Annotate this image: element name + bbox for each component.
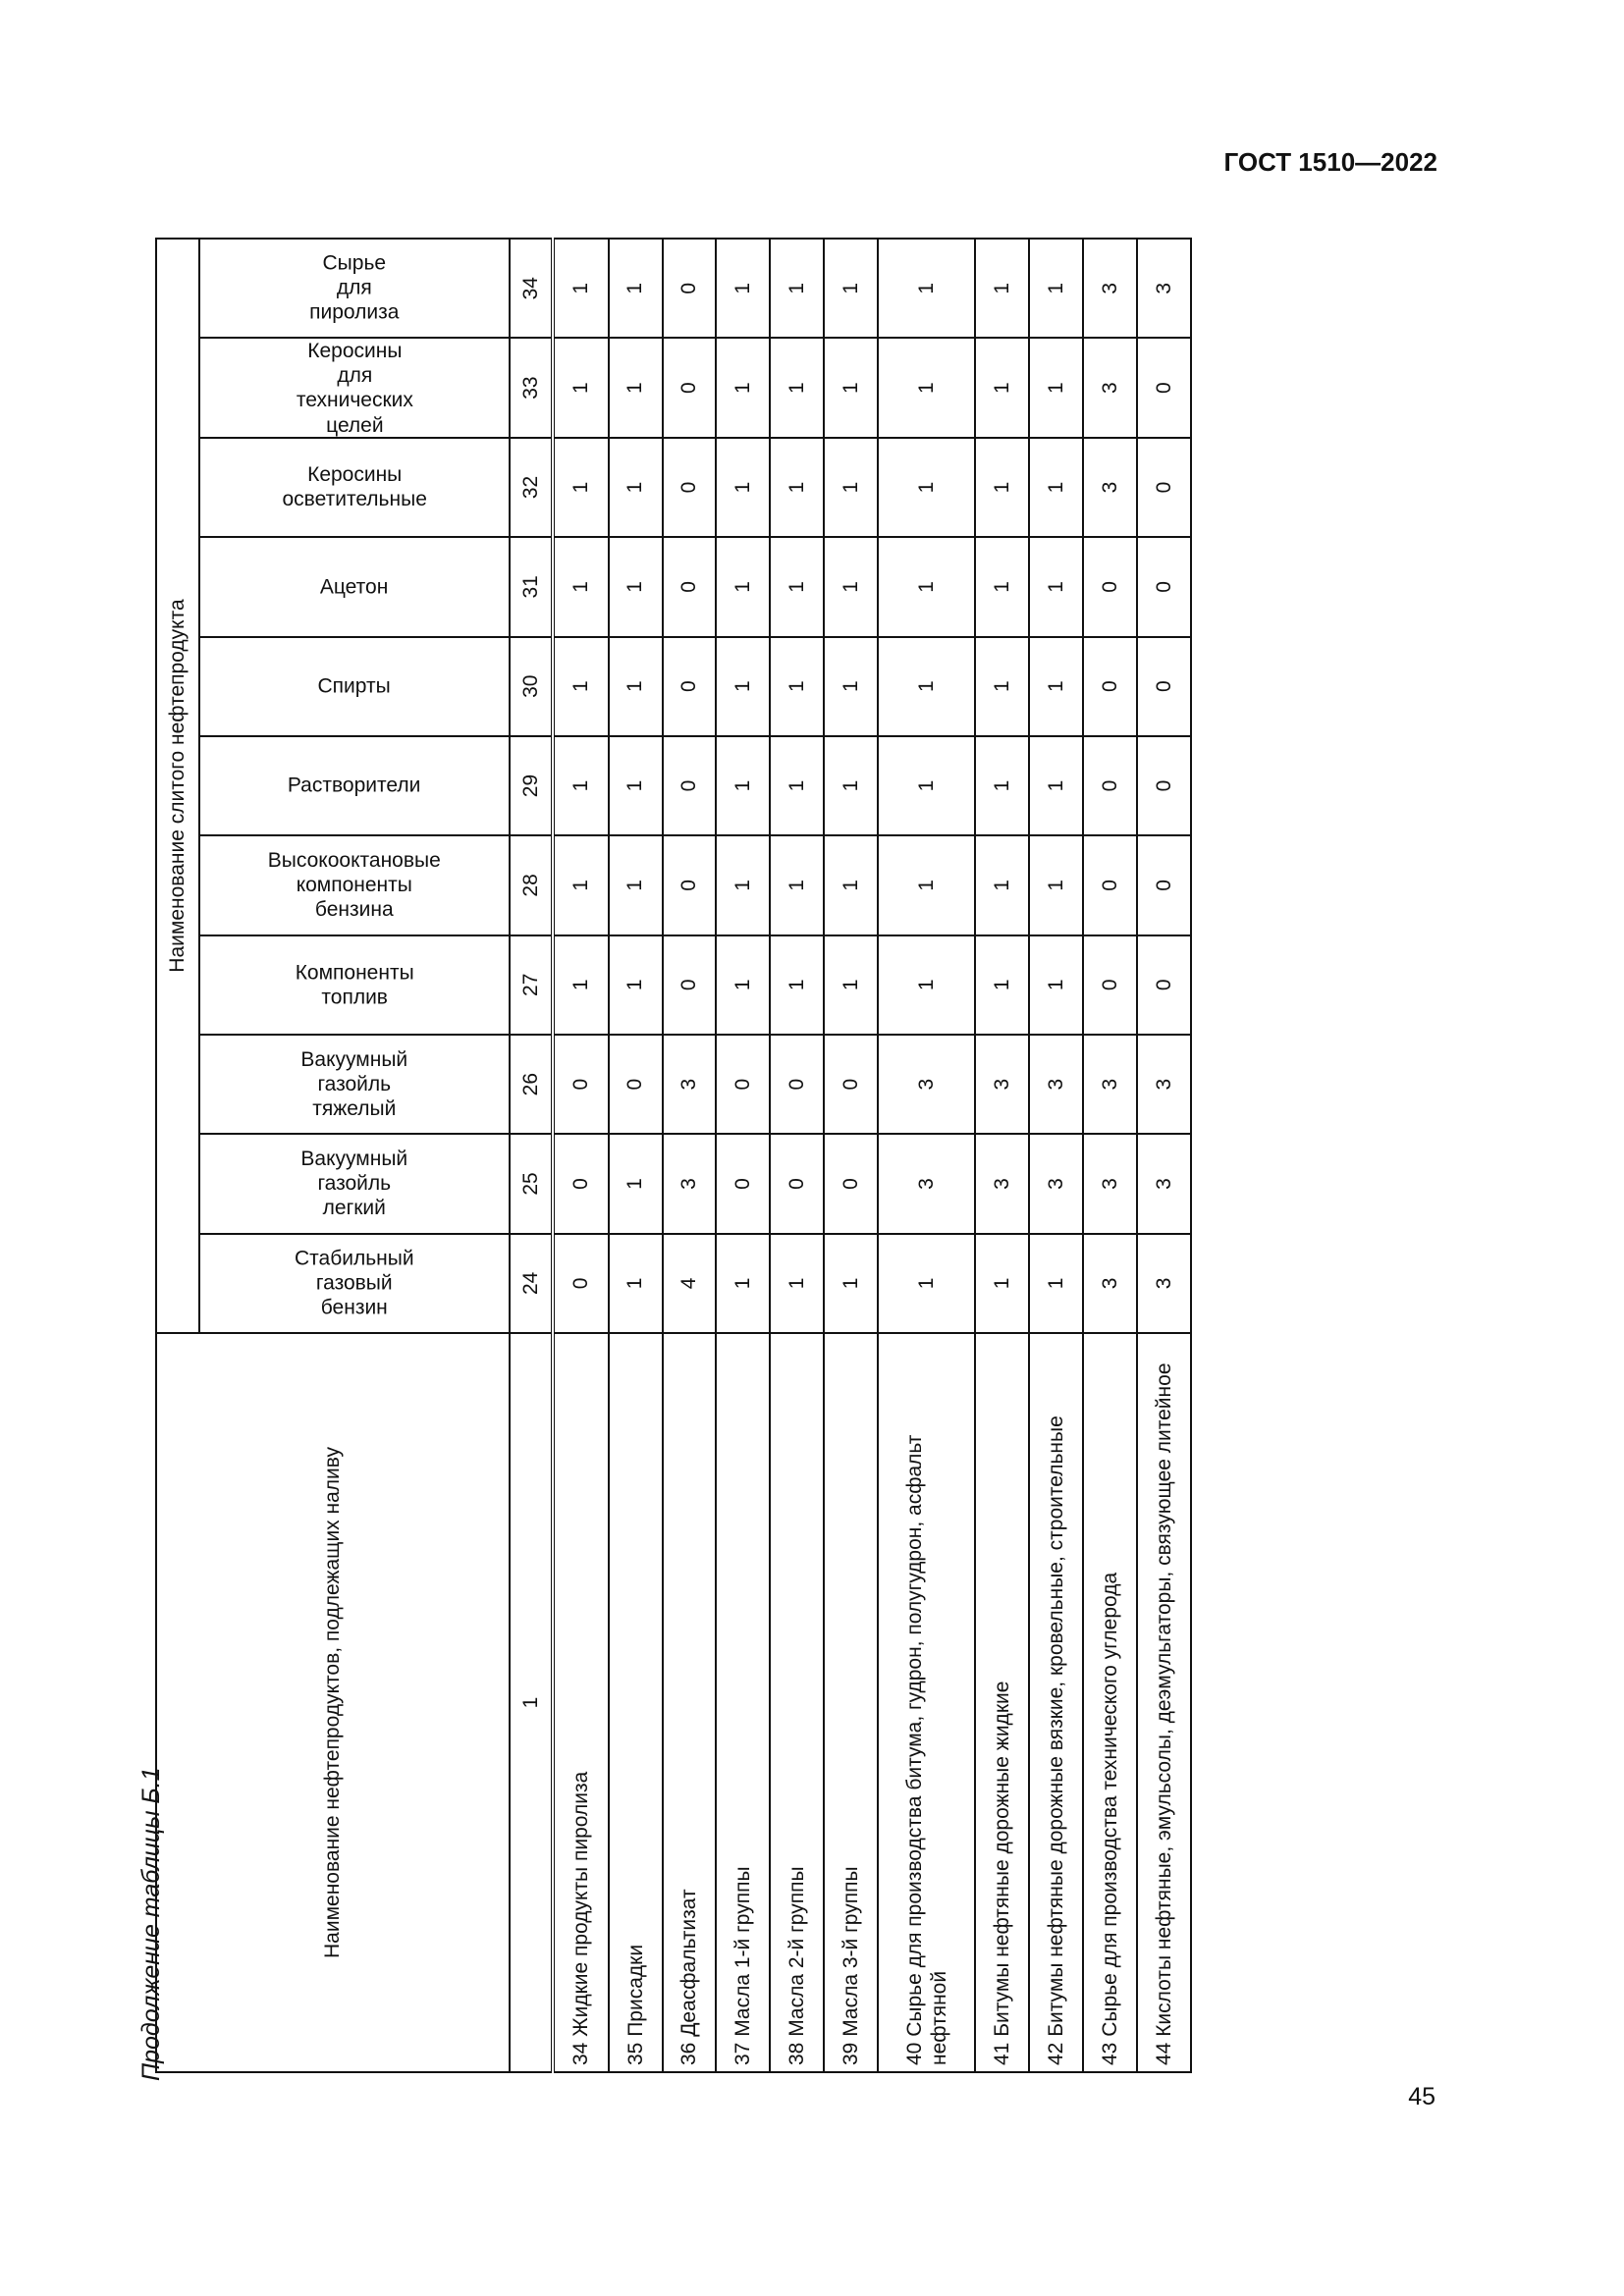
compatibility-value-cell: 3 [663, 1035, 717, 1134]
compatibility-value-cell: 1 [609, 935, 663, 1035]
col-header-product-label: Компоненты топлив [295, 961, 414, 1009]
col-header-product-label: Ацетон [320, 575, 389, 599]
col-header-product-name: Наименование нефтепродуктов, подлежащих наливу [156, 1333, 510, 2072]
compatibility-value-cell: 1 [824, 637, 878, 736]
column-index-cell: 1 [510, 1333, 553, 2072]
col-header-product [199, 736, 510, 835]
compatibility-value-cell: 1 [770, 835, 824, 934]
compatibility-value-cell: 0 [1083, 537, 1137, 636]
table-row [878, 239, 975, 2072]
col-header-product [199, 1134, 510, 1233]
col-header-product-label: Керосины для технических целей [296, 339, 413, 437]
col-header-product [199, 1035, 510, 1134]
compatibility-value-cell: 1 [553, 736, 609, 835]
row-product-name: 40 Сырье для производства битума, гудрон, полугудрон, асфальт нефтяной [878, 1333, 975, 2072]
row-product-name: 42 Битумы нефтяные дорожные вязкие, кровельные, строительные [1029, 1333, 1083, 2072]
column-index-cell: 28 [510, 835, 553, 934]
column-index-cell: 29 [510, 736, 553, 835]
compatibility-value-cell: 0 [553, 1134, 609, 1233]
compatibility-value-cell: 1 [878, 1234, 975, 1333]
compatibility-value-cell: 1 [553, 338, 609, 437]
compatibility-value-cell: 3 [1137, 239, 1191, 338]
compatibility-value-cell: 0 [824, 1134, 878, 1233]
col-header-product [199, 835, 510, 934]
compatibility-value-cell: 1 [824, 1234, 878, 1333]
compatibility-value-cell: 1 [824, 736, 878, 835]
compatibility-value-cell: 3 [1029, 1134, 1083, 1233]
compatibility-value-cell: 1 [770, 239, 824, 338]
column-index-cell: 34 [510, 239, 553, 338]
compatibility-value-cell: 1 [553, 637, 609, 736]
compatibility-value-cell: 1 [770, 1234, 824, 1333]
compatibility-value-cell: 1 [609, 736, 663, 835]
table-continuation-label: Продолжение таблицы Б.1 [137, 1767, 165, 2081]
col-header-product-label: Керосины осветительные [282, 463, 427, 511]
compatibility-value-cell: 1 [975, 835, 1029, 934]
table-row [770, 239, 824, 2072]
compatibility-value-cell: 1 [824, 239, 878, 338]
col-header-product-label: Вакуумный газойль легкий [300, 1148, 408, 1220]
compatibility-value-cell: 3 [975, 1134, 1029, 1233]
compatibility-value-cell: 1 [1029, 537, 1083, 636]
compatibility-value-cell: 1 [878, 736, 975, 835]
compatibility-value-cell: 0 [770, 1035, 824, 1134]
row-product-name: 35 Присадки [609, 1333, 663, 2072]
column-index-cell: 30 [510, 637, 553, 736]
compatibility-value-cell: 1 [770, 338, 824, 437]
compatibility-value-cell: 0 [609, 1035, 663, 1134]
compatibility-value-cell: 0 [663, 537, 717, 636]
table-row [609, 239, 663, 2072]
compatibility-value-cell: 1 [770, 935, 824, 1035]
compatibility-value-cell: 1 [609, 835, 663, 934]
compatibility-value-cell: 1 [878, 835, 975, 934]
compatibility-value-cell: 1 [716, 239, 770, 338]
table-row [553, 239, 609, 2072]
compatibility-value-cell: 0 [716, 1035, 770, 1134]
compatibility-value-cell: 0 [716, 1134, 770, 1233]
compatibility-value-cell: 1 [878, 438, 975, 537]
compatibility-value-cell: 1 [716, 1234, 770, 1333]
compatibility-value-cell: 1 [716, 438, 770, 537]
compatibility-value-cell: 4 [663, 1234, 717, 1333]
compatibility-value-cell: 1 [609, 1234, 663, 1333]
compatibility-value-cell: 1 [553, 935, 609, 1035]
col-header-product-label: Стабильный газовый бензин [295, 1247, 414, 1319]
column-index-cell: 26 [510, 1035, 553, 1134]
compatibility-value-cell: 3 [1083, 1234, 1137, 1333]
compatibility-value-cell: 0 [663, 736, 717, 835]
table-body [510, 239, 1191, 2072]
compatibility-value-cell: 0 [663, 935, 717, 1035]
compatibility-value-cell: 0 [1137, 537, 1191, 636]
compatibility-value-cell: 1 [1029, 835, 1083, 934]
compatibility-value-cell: 1 [975, 1234, 1029, 1333]
compatibility-value-cell: 1 [1029, 736, 1083, 835]
compatibility-value-cell: 1 [770, 438, 824, 537]
col-header-product [199, 338, 510, 437]
row-product-name: 43 Сырье для производства технического углерода [1083, 1333, 1137, 2072]
table-row [1083, 239, 1137, 2072]
compatibility-value-cell: 1 [878, 637, 975, 736]
compatibility-value-cell: 3 [878, 1035, 975, 1134]
compatibility-value-cell: 1 [716, 736, 770, 835]
compatibility-value-cell: 0 [1083, 736, 1137, 835]
col-header-product-label: Растворители [288, 774, 421, 797]
compatibility-value-cell: 1 [975, 438, 1029, 537]
table-row [824, 239, 878, 2072]
compatibility-value-cell: 1 [824, 438, 878, 537]
compatibility-value-cell: 3 [1083, 239, 1137, 338]
compatibility-value-cell: 0 [663, 438, 717, 537]
compatibility-value-cell: 0 [1083, 935, 1137, 1035]
table-row [1137, 239, 1191, 2072]
document-title: ГОСТ 1510—2022 [1223, 147, 1437, 177]
compatibility-value-cell: 1 [553, 438, 609, 537]
table-row [975, 239, 1029, 2072]
column-index-row [510, 239, 553, 2072]
compatibility-value-cell: 1 [553, 239, 609, 338]
compatibility-value-cell: 1 [716, 537, 770, 636]
compatibility-value-cell: 0 [1083, 637, 1137, 736]
compatibility-value-cell: 0 [1137, 438, 1191, 537]
compatibility-value-cell: 1 [553, 835, 609, 934]
compatibility-value-cell: 1 [553, 537, 609, 636]
compatibility-value-cell: 1 [975, 537, 1029, 636]
table-row [716, 239, 770, 2072]
compatibility-value-cell: 0 [1137, 935, 1191, 1035]
table-row [663, 239, 717, 2072]
compatibility-value-cell: 3 [1083, 1035, 1137, 1134]
compatibility-value-cell: 1 [824, 338, 878, 437]
col-header-product [199, 438, 510, 537]
column-index-cell: 32 [510, 438, 553, 537]
row-product-name: 41 Битумы нефтяные дорожные жидкие [975, 1333, 1029, 2072]
compatibility-value-cell: 0 [663, 239, 717, 338]
row-product-name: 37 Масла 1-й группы [716, 1333, 770, 2072]
compatibility-value-cell: 0 [663, 637, 717, 736]
compatibility-value-cell: 1 [1029, 1234, 1083, 1333]
compatibility-value-cell: 0 [663, 835, 717, 934]
compatibility-value-cell: 3 [1137, 1234, 1191, 1333]
column-index-cell: 33 [510, 338, 553, 437]
compatibility-value-cell: 0 [1137, 338, 1191, 437]
compatibility-value-cell: 3 [1083, 338, 1137, 437]
compatibility-value-cell: 1 [770, 537, 824, 636]
compatibility-value-cell: 1 [975, 239, 1029, 338]
compatibility-value-cell: 1 [716, 637, 770, 736]
col-header-product [199, 537, 510, 636]
column-index-cell: 27 [510, 935, 553, 1035]
compatibility-value-cell: 3 [1029, 1035, 1083, 1134]
compatibility-value-cell: 0 [770, 1134, 824, 1233]
compatibility-value-cell: 1 [878, 338, 975, 437]
col-group-header: Наименование слитого нефтепродукта [156, 239, 199, 1333]
compatibility-value-cell: 1 [1029, 239, 1083, 338]
col-header-product [199, 1234, 510, 1333]
compatibility-value-cell: 0 [824, 1035, 878, 1134]
compatibility-value-cell: 0 [1137, 736, 1191, 835]
compatibility-value-cell: 0 [553, 1035, 609, 1134]
compatibility-value-cell: 1 [1029, 935, 1083, 1035]
row-product-name: 38 Масла 2-й группы [770, 1333, 824, 2072]
compatibility-value-cell: 0 [553, 1234, 609, 1333]
compatibility-value-cell: 3 [1137, 1134, 1191, 1233]
compatibility-value-cell: 1 [609, 537, 663, 636]
compatibility-value-cell: 1 [1029, 637, 1083, 736]
compatibility-value-cell: 1 [609, 637, 663, 736]
compatibility-value-cell: 3 [878, 1134, 975, 1233]
compatibility-value-cell: 1 [770, 736, 824, 835]
compatibility-value-cell: 0 [1137, 835, 1191, 934]
compatibility-value-cell: 1 [716, 935, 770, 1035]
col-header-product-label: Высокооктановые компоненты бензина [268, 849, 441, 922]
compatibility-value-cell: 1 [975, 637, 1029, 736]
compatibility-value-cell: 0 [1083, 835, 1137, 934]
row-product-name: 39 Масла 3-й группы [824, 1333, 878, 2072]
compatibility-value-cell: 1 [975, 935, 1029, 1035]
compatibility-value-cell: 1 [878, 935, 975, 1035]
compatibility-value-cell: 1 [975, 736, 1029, 835]
rotated-table-container [155, 238, 1192, 2073]
compatibility-table [155, 238, 1192, 2073]
page-number: 45 [1408, 2083, 1435, 2110]
compatibility-value-cell: 1 [609, 438, 663, 537]
col-header-product-label: Сырье для пиролиза [309, 251, 400, 325]
compatibility-value-cell: 3 [1083, 438, 1137, 537]
compatibility-value-cell: 1 [770, 637, 824, 736]
column-index-cell: 24 [510, 1234, 553, 1333]
compatibility-value-cell: 3 [1137, 1035, 1191, 1134]
compatibility-value-cell: 1 [609, 239, 663, 338]
compatibility-value-cell: 1 [1029, 338, 1083, 437]
compatibility-value-cell: 0 [1137, 637, 1191, 736]
col-header-product [199, 935, 510, 1035]
compatibility-value-cell: 1 [824, 537, 878, 636]
compatibility-value-cell: 1 [878, 239, 975, 338]
table-row [1029, 239, 1083, 2072]
col-header-product-label: Спирты [317, 674, 392, 698]
col-header-product [199, 239, 510, 338]
compatibility-value-cell: 3 [1083, 1134, 1137, 1233]
compatibility-value-cell: 1 [878, 537, 975, 636]
compatibility-value-cell: 3 [663, 1134, 717, 1233]
row-product-name: 34 Жидкие продукты пиролиза [553, 1333, 609, 2072]
row-product-name: 36 Деасфальтизат [663, 1333, 717, 2072]
column-index-cell: 31 [510, 537, 553, 636]
compatibility-value-cell: 1 [609, 338, 663, 437]
compatibility-value-cell: 1 [975, 338, 1029, 437]
compatibility-value-cell: 0 [663, 338, 717, 437]
col-header-product [199, 637, 510, 736]
compatibility-value-cell: 1 [716, 835, 770, 934]
compatibility-value-cell: 1 [1029, 438, 1083, 537]
compatibility-value-cell: 1 [609, 1134, 663, 1233]
compatibility-value-cell: 1 [716, 338, 770, 437]
row-product-name: 44 Кислоты нефтяные, эмульсолы, деэмульгаторы, связующее литейное [1137, 1333, 1191, 2072]
compatibility-value-cell: 1 [824, 935, 878, 1035]
compatibility-value-cell: 3 [975, 1035, 1029, 1134]
col-header-product-label: Вакуумный газойль тяжелый [300, 1047, 408, 1121]
compatibility-value-cell: 1 [824, 835, 878, 934]
column-index-cell: 25 [510, 1134, 553, 1233]
